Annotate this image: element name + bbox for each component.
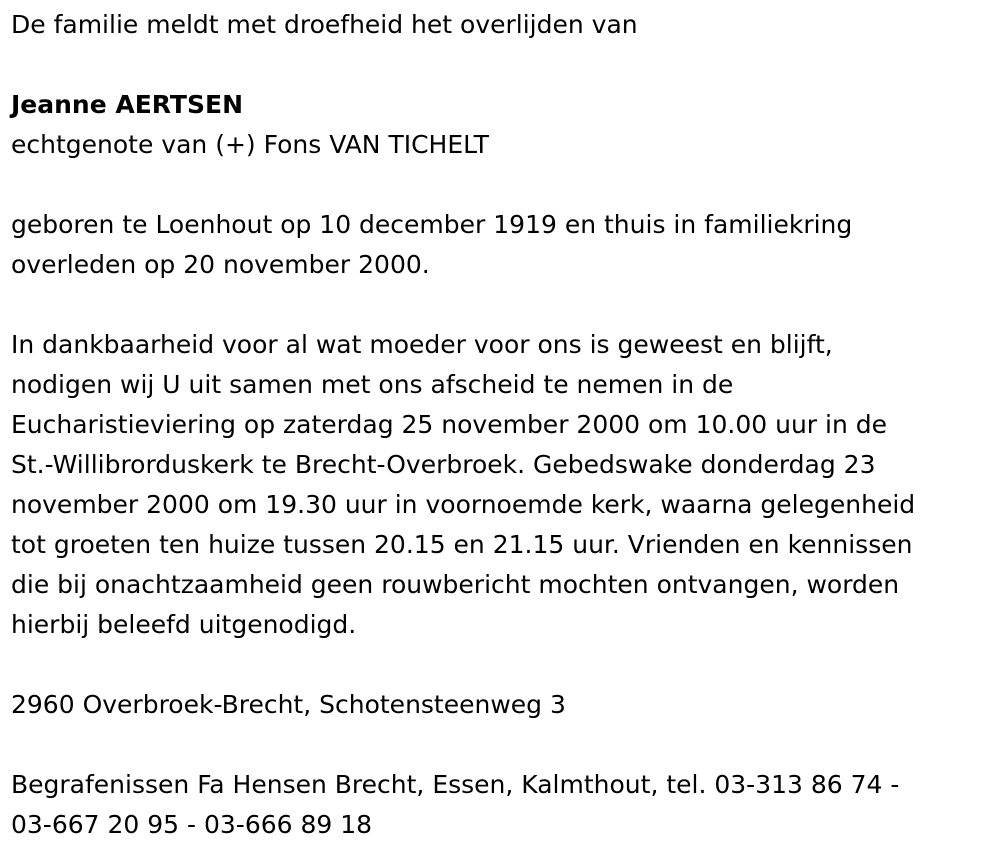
ceremony-line: tot groeten ten huize tussen 20.15 en 21.15 uur. Vrienden en kennissen bbox=[11, 530, 913, 559]
birth-line: geboren te Loenhout op 10 december 1919 en thuis in familiekring bbox=[11, 210, 853, 239]
address-line: 2960 Overbroek-Brecht, Schotensteenweg 3 bbox=[11, 690, 566, 719]
ceremony-line: In dankbaarheid voor al wat moeder voor ons is geweest en blijft, bbox=[11, 330, 833, 359]
ceremony-line: nodigen wij U uit samen met ons afscheid te nemen in de bbox=[11, 370, 734, 399]
ceremony-line: St.-Willibrorduskerk te Brecht-Overbroek. Gebedswake donderdag 23 bbox=[11, 450, 876, 479]
death-line: overleden op 20 november 2000. bbox=[11, 250, 430, 279]
spacer bbox=[11, 725, 986, 765]
funeral-home-phones: 03-667 20 95 - 03-666 89 18 bbox=[11, 810, 373, 839]
ceremony-line: hierbij beleefd uitgenodigd. bbox=[11, 610, 357, 639]
ceremony-line: Eucharistieviering op zaterdag 25 november 2000 om 10.00 uur in de bbox=[11, 410, 888, 439]
spacer bbox=[11, 645, 986, 685]
ceremony-line: november 2000 om 19.30 uur in voornoemde kerk, waarna gelegenheid bbox=[11, 490, 916, 519]
deceased-name: Jeanne AERTSEN bbox=[11, 90, 243, 119]
obituary-document bbox=[11, 5, 986, 845]
spacer bbox=[11, 285, 986, 325]
funeral-home-line: Begrafenissen Fa Hensen Brecht, Essen, Kalmthout, tel. 03-313 86 74 - bbox=[11, 770, 900, 799]
spacer bbox=[11, 45, 986, 85]
spacer bbox=[11, 165, 986, 205]
spouse-line: echtgenote van (+) Fons VAN TICHELT bbox=[11, 130, 489, 159]
ceremony-line: die bij onachtzaamheid geen rouwbericht mochten ontvangen, worden bbox=[11, 570, 900, 599]
intro-line: De familie meldt met droefheid het overlijden van bbox=[11, 10, 638, 39]
